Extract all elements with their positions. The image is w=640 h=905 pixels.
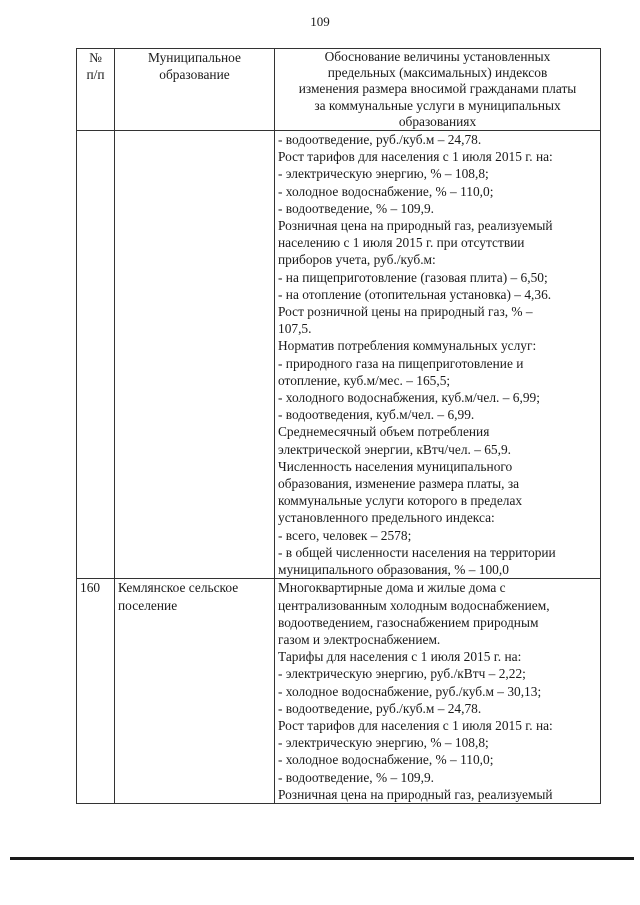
basis-line: - электрическую энергию, руб./кВтч – 2,22; bbox=[278, 666, 526, 682]
row-basis bbox=[275, 579, 601, 804]
header-municipality-line: Муниципальное bbox=[148, 50, 241, 65]
basis-line: - водоотведение, % – 109,9. bbox=[278, 200, 434, 216]
header-basis-line: Обоснование величины установленных bbox=[324, 49, 551, 64]
basis-line: - водоотведение, руб./куб.м – 24,78. bbox=[278, 700, 482, 716]
row-municipality bbox=[115, 131, 275, 579]
basis-line: Численность населения муниципального bbox=[278, 458, 513, 474]
basis-line: - электрическую энергию, % – 108,8; bbox=[278, 166, 489, 182]
basis-line: газом и электроснабжением. bbox=[278, 631, 441, 647]
basis-line: - на отопление (отопительная установка) – 4,36. bbox=[278, 286, 552, 302]
basis-line: Многоквартирные дома и жилые дома с bbox=[278, 580, 506, 596]
header-number-line: п/п bbox=[86, 67, 105, 83]
table-row bbox=[77, 131, 601, 579]
basis-line: Среднемесячный объем потребления bbox=[278, 424, 490, 440]
basis-line: Тарифы для населения с 1 июля 2015 г. на: bbox=[278, 649, 522, 665]
tariff-table bbox=[76, 48, 601, 804]
table-row bbox=[77, 579, 601, 804]
basis-line: - холодное водоснабжение, руб./куб.м – 30,13; bbox=[278, 683, 542, 699]
header-municipality bbox=[115, 49, 275, 131]
basis-line: установленного предельного индекса: bbox=[278, 510, 495, 526]
header-number-line: № bbox=[89, 50, 102, 65]
basis-line: населению с 1 июля 2015 г. при отсутствии bbox=[278, 235, 525, 251]
basis-line: - водоотведения, куб.м/чел. – 6,99. bbox=[278, 407, 475, 423]
header-number bbox=[77, 49, 115, 131]
basis-line: централизованным холодным водоснабжением, bbox=[278, 597, 550, 613]
basis-line: - водоотведение, руб./куб.м – 24,78. bbox=[278, 132, 482, 148]
basis-line: электрической энергии, кВтч/чел. – 65,9. bbox=[278, 441, 512, 457]
basis-line: - холодное водоснабжение, % – 110,0; bbox=[278, 752, 494, 768]
basis-line: Норматив потребления коммунальных услуг: bbox=[278, 338, 537, 354]
page-number: 109 bbox=[310, 14, 330, 29]
basis-line: отопление, куб.м/мес. – 165,5; bbox=[278, 372, 451, 388]
basis-line: - холодного водоснабжения, куб.м/чел. – 6,99; bbox=[278, 390, 540, 406]
row-basis bbox=[275, 131, 601, 579]
basis-line: - на пищеприготовление (газовая плита) – 6,50; bbox=[278, 269, 548, 285]
basis-line: коммунальные услуги которого в пределах bbox=[278, 493, 523, 509]
row-municipality bbox=[115, 579, 275, 804]
basis-line: - водоотведение, % – 109,9. bbox=[278, 769, 434, 785]
header-basis-line: предельных (максимальных) индексов bbox=[327, 65, 548, 81]
basis-line: - в общей численности населения на территории bbox=[278, 544, 556, 560]
basis-line: 107,5. bbox=[278, 321, 312, 337]
basis-line: водоотведением, газоснабжением природным bbox=[278, 614, 539, 630]
municipality-line: поселение bbox=[118, 597, 178, 613]
basis-line: Рост тарифов для населения с 1 июля 2015 г. на: bbox=[278, 149, 553, 165]
table-body bbox=[77, 131, 601, 804]
basis-line: - всего, человек – 2578; bbox=[278, 527, 412, 543]
basis-line: - электрическую энергию, % – 108,8; bbox=[278, 735, 489, 751]
basis-line: образования, изменение размера платы, за bbox=[278, 476, 520, 492]
header-municipality-line: образование bbox=[159, 67, 230, 83]
header-basis bbox=[275, 49, 601, 131]
basis-line: Рост тарифов для населения с 1 июля 2015 г. на: bbox=[278, 717, 553, 733]
basis-line: Розничная цена на природный газ, реализуемый bbox=[278, 218, 553, 234]
bottom-rule bbox=[10, 857, 634, 860]
row-number: 160 bbox=[77, 579, 115, 804]
row-number bbox=[77, 131, 115, 579]
basis-line: приборов учета, руб./куб.м: bbox=[278, 252, 436, 268]
table-header bbox=[77, 49, 601, 131]
header-row bbox=[77, 49, 601, 131]
basis-line: муниципального образования, % – 100,0 bbox=[278, 562, 509, 578]
header-basis-line: изменения размера вносимой гражданами платы bbox=[298, 81, 577, 97]
basis-line: Розничная цена на природный газ, реализуемый bbox=[278, 786, 553, 802]
basis-line: - природного газа на пищеприготовление и bbox=[278, 355, 524, 371]
header-basis-line: образованиях bbox=[398, 113, 477, 129]
basis-line: Рост розничной цены на природный газ, % – bbox=[278, 304, 533, 320]
municipality-line: Кемлянское сельское bbox=[118, 580, 239, 596]
basis-line: - холодное водоснабжение, % – 110,0; bbox=[278, 183, 494, 199]
header-basis-line: за коммунальные услуги в муниципальных bbox=[314, 97, 561, 113]
